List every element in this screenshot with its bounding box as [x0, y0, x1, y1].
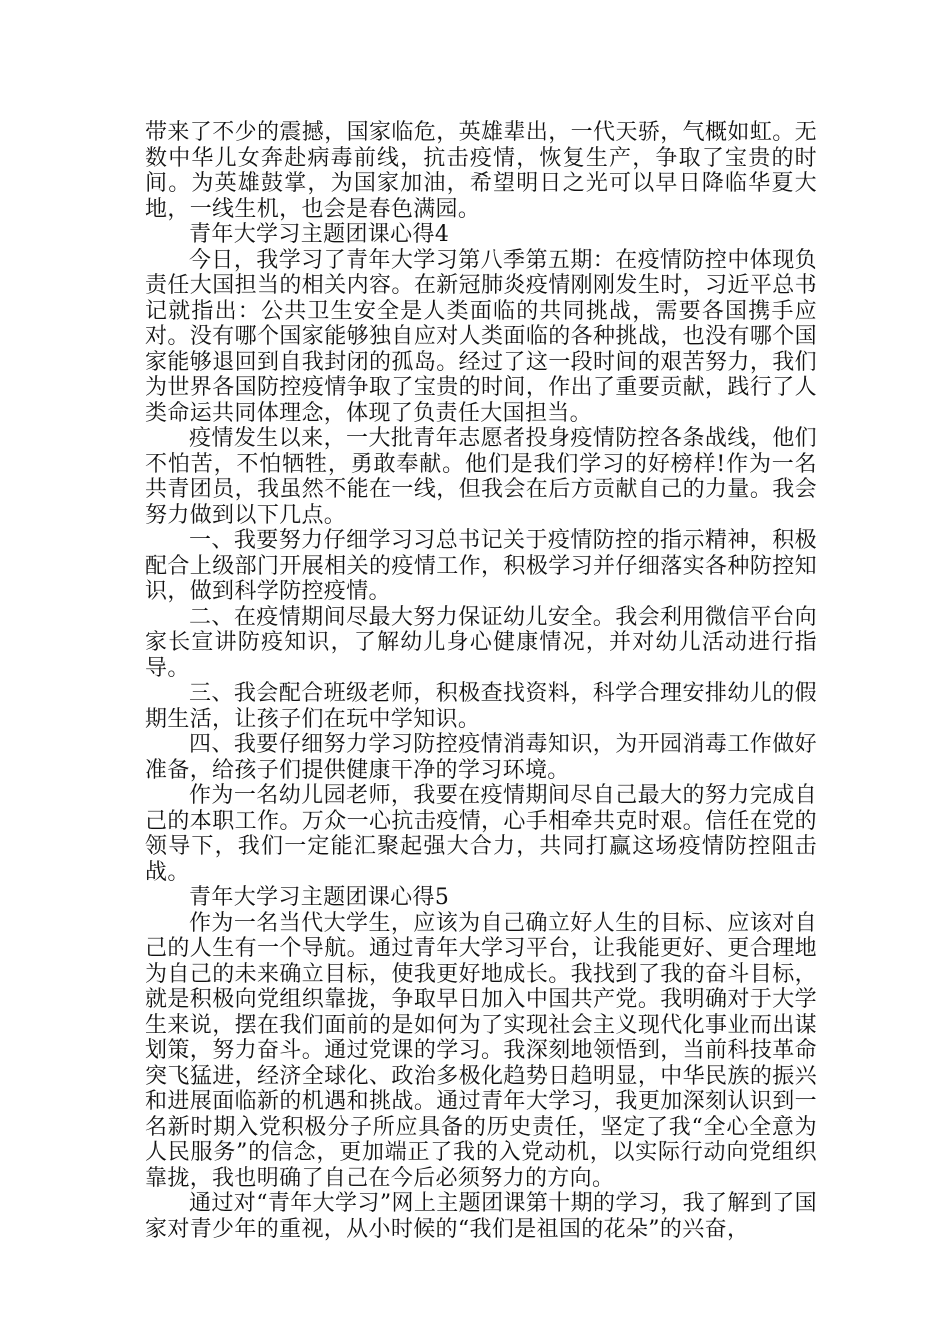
section-heading-4: 青年大学习主题团课心得4: [189, 222, 450, 247]
document-body: [145, 120, 817, 1242]
section-heading-5: 青年大学习主题团课心得5: [189, 885, 450, 910]
paragraph: 作为一名当代大学生，应该为自己确立好人生的目标、应该对自己的人生有一个导航。通过青年大学习平台，让我能更好、更合理地为自己的未来确立目标，使我更好地成长。我找到了我的奋斗目标，就是积极向党组织靠拢，争取早日加入中国共产党。我明确对于大学生来说，摆在我们面前的是如何为了实现社会主义现代化事业而出谋划策，努力奋斗。通过党课的学习。我深刻地领悟到，当前科技革命突飞猛进，经济全球化、政治多极化趋势日趋明显，中华民族的振兴和进展面临新的机遇和挑战。通过青年大学习，我更加深刻认识到一名新时期入党积极分子所应具备的历史责任，坚定了我“全心全意为人民服务”的信念，更加端正了我的入党动机，以实际行动向党组织靠拢，我也明确了自己在今后必须努力的方向。: [145, 910, 817, 1191]
paragraph: 作为一名幼儿园老师，我要在疫情期间尽自己最大的努力完成自己的本职工作。万众一心抗击疫情，心手相牵共克时艰。信任在党的领导下，我们一定能汇聚起强大合力，共同打赢这场疫情防控阻击战。: [145, 783, 817, 885]
list-item-4: 四、我要仔细努力学习防控疫情消毒知识，为开园消毒工作做好准备，给孩子们提供健康干净的学习环境。: [145, 732, 817, 783]
list-item-2: 二、在疫情期间尽最大努力保证幼儿安全。我会利用微信平台向家长宣讲防疫知识，了解幼儿身心健康情况，并对幼儿活动进行指导。: [145, 604, 817, 681]
list-item-3: 三、我会配合班级老师，积极查找资料，科学合理安排幼儿的假期生活，让孩子们在玩中学知识。: [145, 681, 817, 732]
paragraph: 通过对“青年大学习”网上主题团课第十期的学习，我了解到了国家对青少年的重视，从小时候的“我们是祖国的花朵”的兴奋，: [145, 1191, 817, 1242]
paragraph: 疫情发生以来，一大批青年志愿者投身疫情防控各条战线，他们不怕苦，不怕牺牲，勇敢奉献。他们是我们学习的好榜样!作为一名共青团员，我虽然不能在一线，但我会在后方贡献自己的力量。我会努力做到以下几点。: [145, 426, 817, 528]
paragraph: 今日，我学习了青年大学习第八季第五期：在疫情防控中体现负责任大国担当的相关内容。在新冠肺炎疫情刚刚发生时，习近平总书记就指出：公共卫生安全是人类面临的共同挑战，需要各国携手应对。没有哪个国家能够独自应对人类面临的各种挑战，也没有哪个国家能够退回到自我封闭的孤岛。经过了这一段时间的艰苦努力，我们为世界各国防控疫情争取了宝贵的时间，作出了重要贡献，践行了人类命运共同体理念，体现了负责任大国担当。: [145, 247, 817, 426]
paragraph-continuation: 带来了不少的震撼，国家临危，英雄辈出，一代天骄，气概如虹。无数中华儿女奔赴病毒前线，抗击疫情，恢复生产，争取了宝贵的时间。为英雄鼓掌，为国家加油，希望明日之光可以早日降临华夏大地，一线生机，也会是春色满园。: [145, 120, 817, 222]
list-item-1: 一、我要努力仔细学习习总书记关于疫情防控的指示精神，积极配合上级部门开展相关的疫情工作，积极学习并仔细落实各种防控知识，做到科学防控疫情。: [145, 528, 817, 604]
